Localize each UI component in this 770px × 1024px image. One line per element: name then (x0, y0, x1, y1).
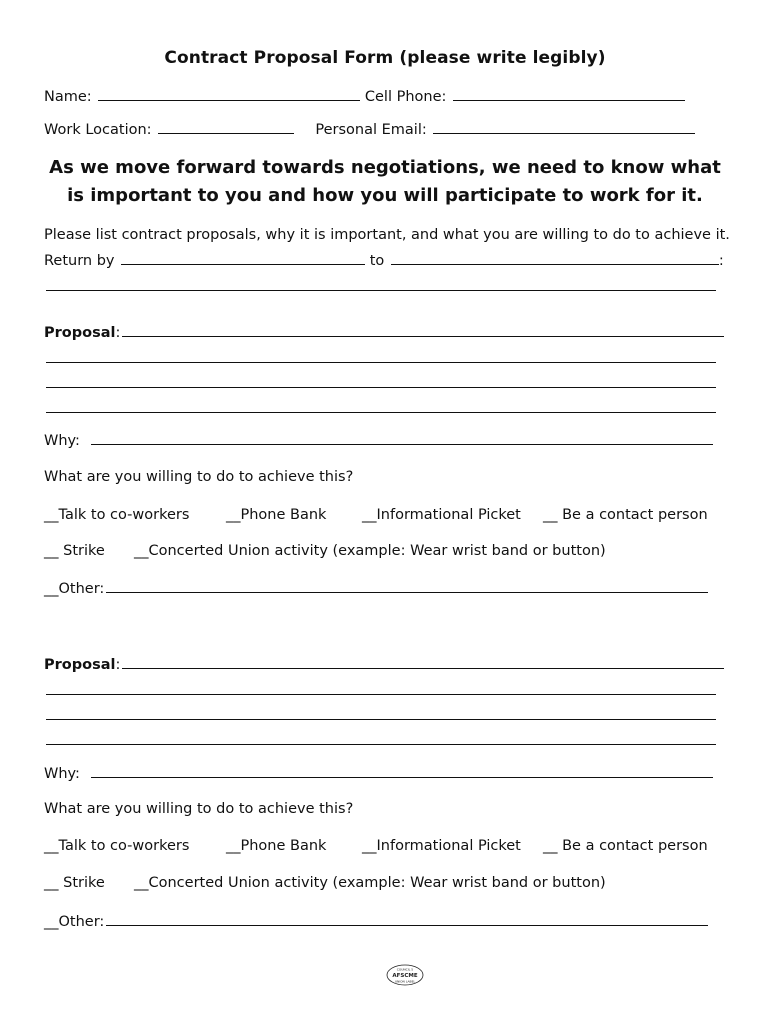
proposal-2-line-2[interactable] (46, 719, 716, 720)
return-by-blank[interactable] (121, 250, 365, 265)
cell-phone-label: Cell Phone: (364, 89, 447, 105)
return-to-blank[interactable] (391, 250, 719, 265)
return-by-label: Return by (44, 253, 115, 269)
proposal-1-line-2[interactable] (46, 387, 716, 388)
proposal-1-blank[interactable] (122, 322, 724, 337)
why-2-label: Why: (44, 766, 80, 782)
other-1[interactable] (44, 578, 708, 598)
proposal-1-line-3[interactable] (46, 412, 716, 413)
other-1-blank[interactable] (106, 578, 708, 593)
option-strike-2[interactable]: __ Strike (44, 875, 105, 891)
cell-phone-blank[interactable] (453, 86, 685, 101)
option-informational-picket-2[interactable]: __Informational Picket (362, 838, 521, 854)
option-concerted-activity-2[interactable]: __Concerted Union activity (example: Wear wrist band or button) (134, 875, 606, 891)
name-blank[interactable] (98, 86, 360, 101)
other-1-label: __Other: (44, 581, 105, 597)
name-field[interactable] (44, 86, 685, 106)
question-1: What are you willing to do to achieve this? (44, 469, 354, 485)
proposal-2-blank[interactable] (122, 654, 724, 669)
question-2: What are you willing to do to achieve this? (44, 801, 354, 817)
return-by-line[interactable] (44, 250, 724, 270)
other-2-label: __Other: (44, 914, 105, 930)
return-end-mark: : (718, 253, 724, 269)
logo-top-text: COUNCIL 5 (396, 967, 414, 972)
option-talk-1[interactable]: __Talk to co-workers (44, 507, 190, 523)
personal-email-label: Personal Email: (315, 122, 427, 138)
logo-main-text: AFSCME (392, 973, 418, 979)
why-1-label: Why: (44, 433, 80, 449)
option-contact-person-2[interactable]: __ Be a contact person (543, 838, 708, 854)
why-2[interactable] (44, 763, 713, 783)
other-2-blank[interactable] (106, 911, 708, 926)
option-talk-2[interactable]: __Talk to co-workers (44, 838, 190, 854)
return-to-label: to (369, 253, 385, 269)
proposal-1-line-1[interactable] (46, 362, 716, 363)
proposal-2[interactable]: Proposal: (44, 654, 724, 674)
form-title: Contract Proposal Form (please write legibly) (164, 48, 606, 68)
option-informational-picket-1[interactable]: __Informational Picket (362, 507, 521, 523)
name-label: Name: (44, 89, 92, 105)
work-location-field[interactable] (44, 119, 695, 139)
option-contact-person-1[interactable]: __ Be a contact person (543, 507, 708, 523)
option-phone-bank-2[interactable]: __Phone Bank (226, 838, 327, 854)
personal-email-blank[interactable] (433, 119, 695, 134)
option-phone-bank-1[interactable]: __Phone Bank (226, 507, 327, 523)
option-strike-1[interactable]: __ Strike (44, 543, 105, 559)
option-concerted-activity-1[interactable]: __Concerted Union activity (example: Wear wrist band or button) (134, 543, 606, 559)
other-2[interactable] (44, 911, 708, 931)
why-1-blank[interactable] (91, 430, 713, 445)
logo-bottom-text: UNION LABEL (394, 979, 416, 984)
work-location-label: Work Location: (44, 122, 152, 138)
proposal-2-line-1[interactable] (46, 694, 716, 695)
why-1[interactable] (44, 430, 713, 450)
proposal-2-line-3[interactable] (46, 744, 716, 745)
return-extra-line[interactable] (46, 290, 716, 291)
headline: As we move forward towards negotiations, we need to know what is important to you and how you will participate to work for it. (49, 157, 721, 206)
proposal-1-label: Proposal (44, 325, 116, 341)
why-2-blank[interactable] (91, 763, 713, 778)
afscme-union-label-icon (386, 964, 424, 986)
instructions: Please list contract proposals, why it is important, and what you are willing to do to achieve it. (44, 227, 730, 243)
proposal-2-label: Proposal (44, 657, 116, 673)
work-location-blank[interactable] (158, 119, 294, 134)
proposal-1[interactable]: Proposal: (44, 322, 724, 342)
